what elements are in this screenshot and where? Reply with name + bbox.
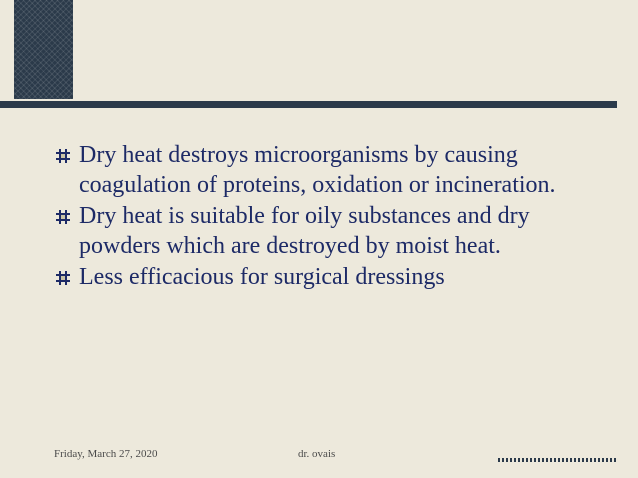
decorative-texture-block bbox=[14, 0, 73, 99]
header-rule bbox=[0, 101, 617, 108]
hash-bullet-icon bbox=[55, 148, 71, 164]
hash-bullet-icon bbox=[55, 270, 71, 286]
bullet-text: Dry heat destroys microorganisms by causing coagulation of proteins, oxidation or incineration. bbox=[79, 142, 556, 198]
bullet-text: Less efficacious for surgical dressings bbox=[79, 264, 445, 290]
bullet-item bbox=[55, 201, 615, 261]
bullet-item bbox=[55, 262, 615, 292]
hash-bullet-icon bbox=[55, 209, 71, 225]
decorative-corner-mark bbox=[498, 458, 618, 462]
bullet-list bbox=[55, 140, 615, 293]
footer-author: dr. ovais bbox=[298, 448, 336, 460]
bullet-text: Dry heat is suitable for oily substances and dry powders which are destroyed by moist heat. bbox=[79, 203, 530, 259]
bullet-item bbox=[55, 140, 615, 200]
footer-date: Friday, March 27, 2020 bbox=[54, 448, 158, 460]
